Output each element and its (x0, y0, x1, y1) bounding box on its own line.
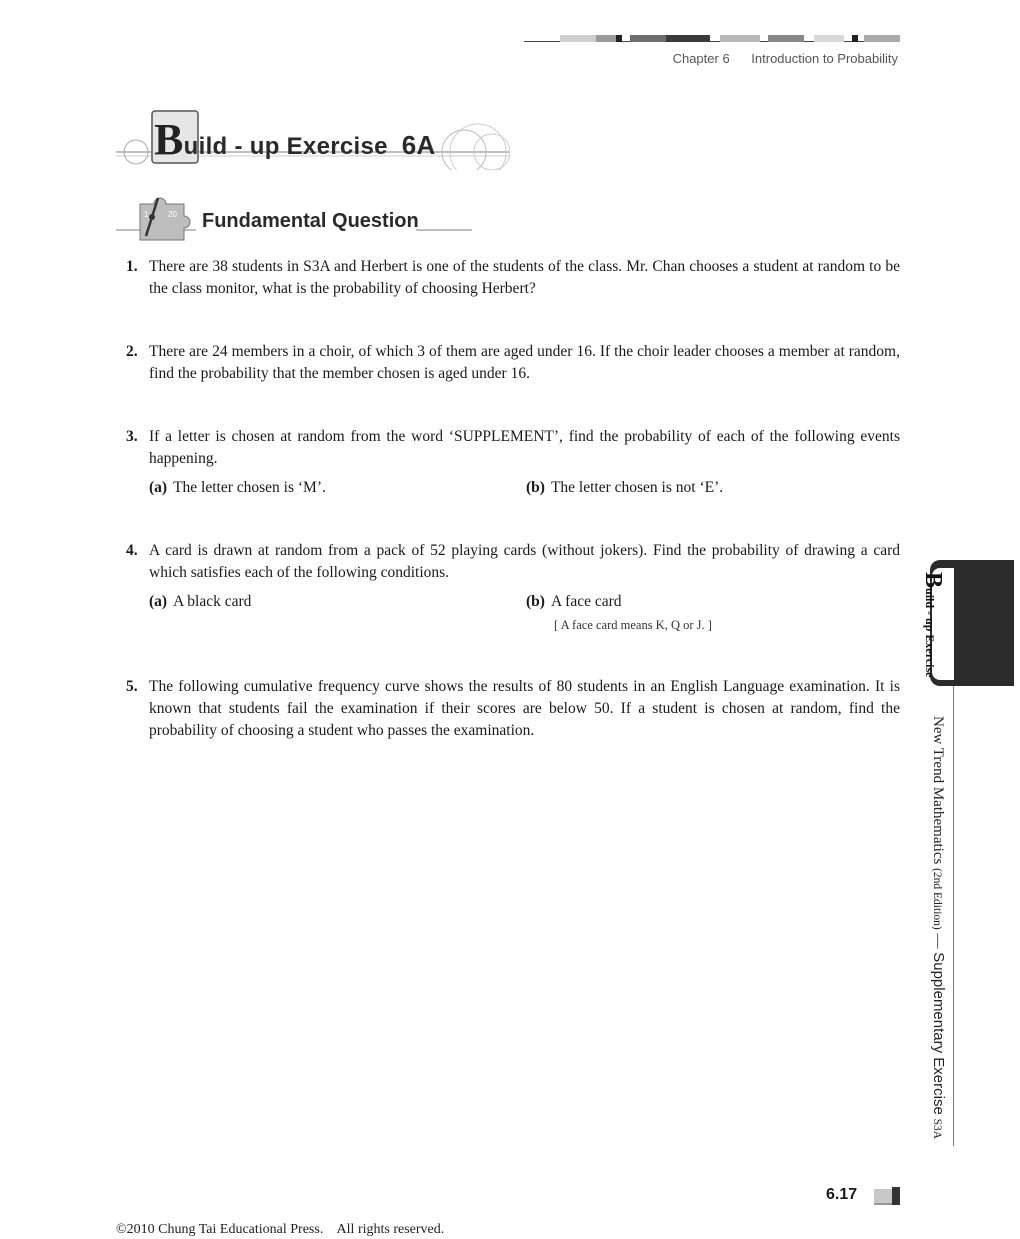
page-number-bar (874, 1187, 900, 1205)
question-3 (126, 426, 900, 470)
question-2 (126, 341, 900, 385)
question-4 (126, 540, 900, 584)
part-text: The letter chosen is not ‘E’. (550, 479, 724, 496)
puzzle-icon-left-label: 1 (144, 210, 149, 219)
banner-title: uild - up Exercise (183, 133, 388, 160)
book-series: Supplementary Exercise (930, 952, 947, 1115)
question-number: 4. (126, 542, 138, 559)
banner-number: 6A (401, 130, 436, 160)
exercise-banner (116, 108, 510, 170)
copyright: ©2010 Chung Tai Educational Press. All rights reserved. (116, 1222, 445, 1237)
question-number: 3. (126, 428, 138, 445)
question-4-part-a (149, 591, 251, 613)
question-text: The following cumulative frequency curve shows the results of 80 students in an English Language examination. It is known that students fail the examination if their scores are below 50. If a student is chosen at random, find the probability of choosing a student who passes the examination. (149, 678, 900, 739)
question-5 (126, 676, 900, 742)
book-dash: — (930, 933, 946, 949)
question-4-note: [ A face card means K, Q or J. ] (554, 618, 712, 632)
question-text: A card is drawn at random from a pack of 52 playing cards (without jokers). Find the probability of drawing a card which satisfies each of the following conditions. (149, 542, 900, 581)
side-tab-initial: B (920, 572, 946, 589)
part-text: A face card (550, 593, 622, 610)
question-text: There are 38 students in S3A and Herbert is one of the students of the class. Mr. Chan chooses a student at random to be the class monitor, what is the probability of choosing Herbert? (149, 258, 900, 297)
side-divider (953, 686, 954, 1146)
question-number: 5. (126, 678, 138, 695)
question-number: 1. (126, 258, 138, 275)
book-title-vertical (929, 716, 947, 1139)
question-3-part-a (149, 477, 326, 499)
book-level: S3A (931, 1118, 943, 1140)
header-rule (524, 35, 900, 43)
question-text: There are 24 members in a choir, of which 3 of them are aged under 16. If the choir leader chooses a member at random, find the probability that the member chosen is aged under 16. (149, 343, 900, 382)
book-name: New Trend Mathematics (930, 716, 946, 865)
running-header (673, 51, 898, 66)
part-label: (a) (149, 593, 168, 610)
banner-heading (154, 114, 436, 165)
chapter-topic: Introduction to Probability (751, 51, 898, 66)
question-3-part-b (526, 477, 723, 499)
part-label: (b) (526, 593, 545, 610)
section-heading (116, 190, 472, 242)
part-label: (b) (526, 479, 545, 496)
chapter-label: Chapter 6 (672, 51, 730, 66)
question-4-part-b (526, 591, 622, 613)
section-title: Fundamental Question (202, 210, 419, 232)
question-number: 2. (126, 343, 138, 360)
side-tab-text (919, 572, 946, 677)
book-edition: (2nd Edition) (931, 868, 943, 930)
puzzle-icon-right-label: 20 (168, 210, 177, 219)
part-text: A black card (173, 593, 252, 610)
question-1 (126, 256, 900, 300)
page-number: 6.17 (826, 1186, 858, 1203)
banner-initial: B (154, 115, 184, 164)
side-tab-label: uild - up Exercise (923, 588, 937, 678)
part-text: The letter chosen is ‘M’. (173, 479, 326, 496)
question-text: If a letter is chosen at random from the word ‘SUPPLEMENT’, find the probability of each of the following events happening. (149, 428, 900, 467)
part-label: (a) (149, 479, 168, 496)
